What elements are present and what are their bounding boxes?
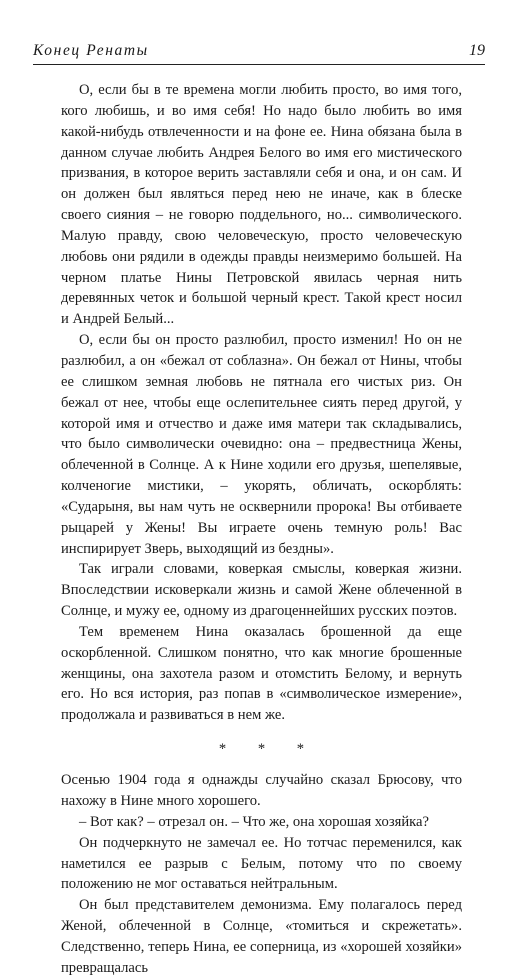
- text-body: [61, 80, 462, 979]
- running-title: Конец Ренаты: [33, 42, 149, 59]
- paragraph: – Вот как? – отрезал он. – Что же, она хорошая хозяйка?: [79, 813, 429, 830]
- paragraph: Он был представителем демонизма. Ему полагалось перед Женой, облеченной в Солнце, «томиться и скрежетать». Следственно, теперь Нина, ее соперница, из «хорошей хозяйки» превращалась: [61, 897, 462, 976]
- section-separator: * * *: [218, 741, 319, 758]
- page-header: [33, 40, 485, 65]
- paragraph: Тем временем Нина оказалась брошенной да еще оскорбленной. Слишком понятно, что как многие брошенные женщины, она захотела разом и отомстить Белому, и вернуть его. Но вся история, раз попав в «символическое измерение», продолжала и развиваться в нем же.: [61, 623, 462, 724]
- page-number: 19: [469, 42, 485, 59]
- paragraph: О, если бы в те времена могли любить просто, во имя того, кого любишь, и во имя себя! Но надо было любить во имя какой-нибудь отвлеченности и на фоне ее. Нина обязана была в данном случае любить Андрея Белого во имя его мистического призвания, в которое верить заставляли себя и она, и он сам. И он должен был являться перед нею не иначе, как в блеске своего сияния – не говорю поддельного, но... символического. Малую правду, свою человеческую, просто человеческую любовь они рядили в одежды правды неизмеримо большей. На черном платье Нины Петровской явилась черная нить деревянных четок и большой черный крест. Такой крест носил и Андрей Белый...: [61, 82, 462, 328]
- paragraph: Он подчеркнуто не замечал ее. Но тотчас переменился, как наметился ее разрыв с Белым, потому что по своему положению не мог оставаться нейтральным.: [61, 834, 462, 893]
- paragraph: О, если бы он просто разлюбил, просто изменил! Но он не разлюбил, а он «бежал от соблазна». Он бежал от Нины, чтобы ее слишком земная любовь не пятнала его чистых риз. Он бежал от нее, чтобы еще ослепительнее сиять перед другой, у которой имя и отчество и даже имя матери так складывались, что было символически очевидно: она – предвестница Жены, облеченной в Солнце. А к Нине ходили его друзья, шепелявые, колченогие мистики, – укорять, обличать, оскорблять: «Сударыня, вы нам чуть не осквернили пророка! Вы отбиваете рыцарей у Жены! Вы играете очень темную роль! Вас инспирирует Зверь, выходящий из бездны».: [61, 332, 462, 557]
- paragraph: Так играли словами, коверкая смыслы, коверкая жизни. Впоследствии исковеркали жизнь и самой Жене облеченной в Солнце, и мужу ее, одному из драгоценнейших русских поэтов.: [61, 561, 462, 620]
- paragraph: Осенью 1904 года я однажды случайно сказал Брюсову, что нахожу в Нине много хорошего.: [61, 772, 462, 809]
